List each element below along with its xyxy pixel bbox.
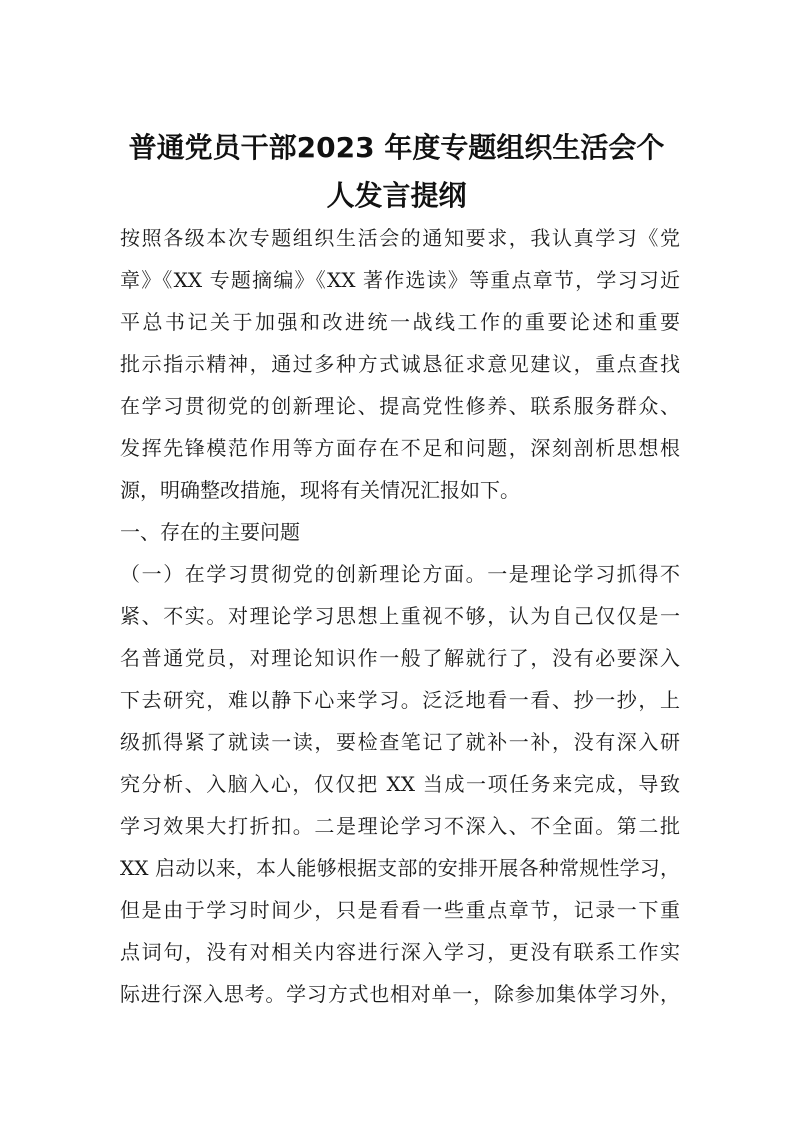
body-line: 平总书记关于加强和改进统一战线工作的重要论述和重要 — [120, 310, 680, 334]
body-line: 际进行深入思考。学习方式也相对单一，除参加集体学习外， — [120, 982, 680, 1006]
body-line: （一）在学习贯彻党的创新理论方面。一是理论学习抓得不 — [120, 562, 680, 586]
body-line: 章》《XX 专题摘编》《XX 著作选读》等重点章节，学习习近 — [120, 268, 680, 292]
body-line: 在学习贯彻党的创新理论、提高党性修养、联系服务群众、 — [120, 394, 680, 418]
body-line: 源，明确整改措施，现将有关情况汇报如下。 — [120, 478, 520, 502]
body-line: XX 启动以来，本人能够根据支部的安排开展各种常规性学习， — [120, 856, 680, 880]
body-line: 紧、不实。对理论学习思想上重视不够，认为自己仅仅是一 — [120, 604, 680, 628]
document-title-line-1: 普通党员干部2023 年度专题组织生活会个 — [128, 131, 665, 164]
body-line: 下去研究，难以静下心来学习。泛泛地看一看、抄一抄，上 — [120, 688, 680, 712]
body-line: 按照各级本次专题组织生活会的通知要求，我认真学习《党 — [120, 226, 680, 250]
body-line: 名普通党员，对理论知识作一般了解就行了，没有必要深入 — [120, 646, 680, 670]
body-line: 究分析、入脑入心，仅仅把 XX 当成一项任务来完成，导致 — [120, 772, 680, 796]
body-line: 学习效果大打折扣。二是理论学习不深入、不全面。第二批 — [120, 814, 680, 838]
body-line: 但是由于学习时间少，只是看看一些重点章节，记录一下重 — [120, 898, 680, 922]
document-title-line-2: 人发言提纲 — [326, 179, 467, 212]
body-line: 级抓得紧了就读一读，要检查笔记了就补一补，没有深入研 — [120, 730, 680, 754]
body-line: 发挥先锋模范作用等方面存在不足和问题，深刻剖析思想根 — [120, 436, 680, 460]
section-heading: 一、存在的主要问题 — [120, 520, 300, 544]
body-line: 批示指示精神，通过多种方式诚恳征求意见建议，重点查找 — [120, 352, 680, 376]
body-line: 点词句，没有对相关内容进行深入学习，更没有联系工作实 — [120, 940, 680, 964]
